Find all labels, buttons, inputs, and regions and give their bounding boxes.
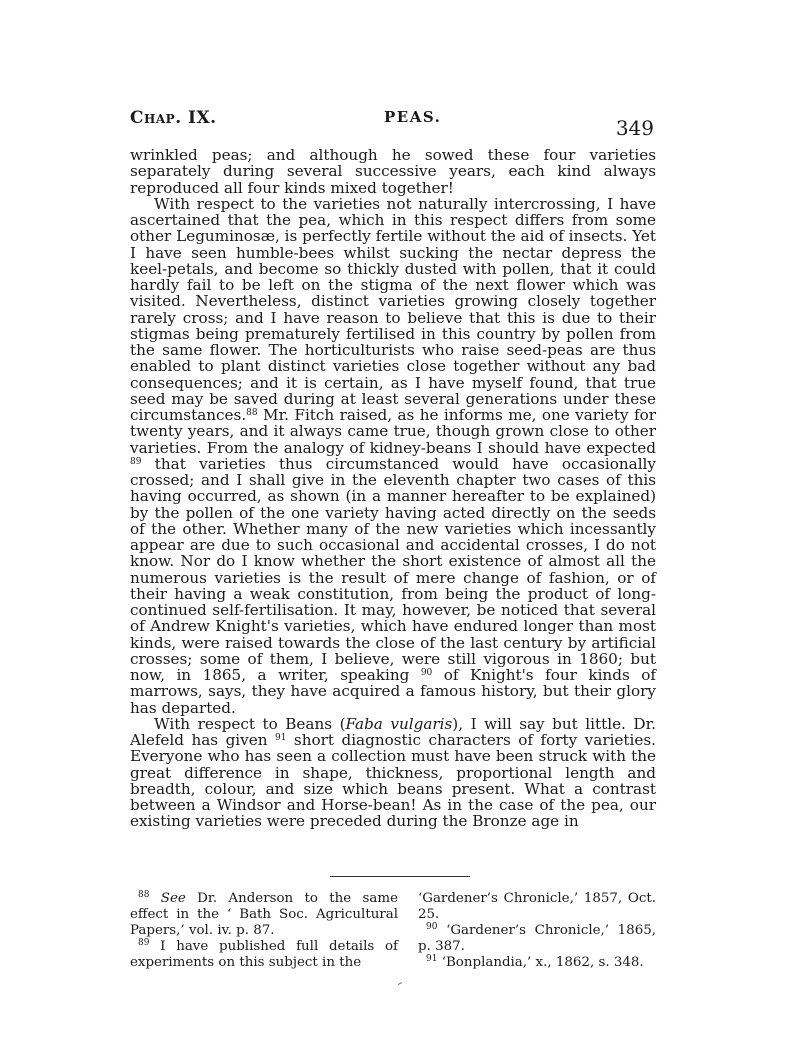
running-title: PEAS.	[384, 108, 442, 126]
page-number: 349	[615, 116, 654, 140]
footnote-91-number: 91	[426, 954, 438, 964]
footnotes-left-column	[130, 891, 398, 971]
main-text	[130, 147, 656, 830]
footnote-88	[130, 891, 398, 939]
footnote-90	[418, 923, 656, 955]
footnote-88-italic: See	[160, 891, 186, 906]
footnote-90-number: 90	[426, 922, 438, 932]
footnote-ref-90: 90	[420, 668, 433, 678]
footnote-ref-88: 88	[246, 408, 258, 418]
footnote-89	[130, 939, 398, 971]
footnote-89-continued: ‘Gardener’s Chronicle,’ 1857, Oct. 25.	[418, 891, 656, 922]
paragraph-3-text-b: ), I will say but little. Dr. Alefeld has given	[130, 714, 657, 749]
paragraph-2-text-d: of Knight's four kinds of marrows, says, they have acquired a famous history, but their glory has departed.	[130, 666, 656, 717]
footnote-89-number: 89	[138, 938, 150, 948]
footnote-ref-91: 91	[274, 733, 287, 743]
footnote-ref-89: 89	[130, 456, 142, 467]
print-speck	[398, 982, 402, 985]
footnote-88-number: 88	[138, 890, 150, 900]
paragraph-2-text-c: that varieties thus circumstanced would have occasionally crossed; and I shall give in the eleventh chapter two cases of this having occurred, as shown (in a manner hereafter to be explained) by the pollen of the one variety having acted directly on the seeds of the other. Whether many of the new varieties which incessantly appear are due to such occasional and accidental crosses, I do not know. Nor do I know whether the short existence of almost all the numerous varieties is the result of mere change of fashion, or of their having a weak constitution, from being the product of long-continued self-fertilisation. It may, however, be noticed that several of Andrew Knight's varieties, which have endured longer than most kinds, were raised towards the close of the last century by artificial crosses; some of them, I believe, were still vigorous in 1860; but now, in 1865, a writer, speaking	[130, 454, 656, 684]
footnote-88-text: Dr. Anderson to the same effect in the ‘ Bath Soc. Agricultural Papers,’ vol. iv. p. 87.	[130, 891, 398, 938]
paragraph-3-text-c: short diagnostic characters of forty varieties. Everyone who has seen a collection must have been struck with the great difference in shape, thickness, proportional length and breadth, colour, and size which beans present. What a contrast between a Windsor and Horse-bean! As in the case of the pea, our existing varieties were preceded during the Bronze age in	[130, 731, 656, 831]
footnote-91-text: ‘Bonplandia,’ x., 1862, s. 348.	[437, 955, 644, 970]
footnote-divider	[330, 876, 470, 877]
paragraph-3-text-a: With respect to Beans (	[154, 714, 346, 733]
footnotes-right-column	[418, 891, 656, 971]
footnote-89-text: I have published full details of experiments on this subject in the	[130, 939, 398, 970]
paragraph-2-text-b: Mr. Fitch raised, as he informs me, one variety for twenty years, and it always came true, though grown close to other varieties. From the analogy of kidney-beans I should have expected	[130, 406, 656, 457]
paragraph-3	[130, 716, 656, 830]
chapter-label: Chap. IX.	[130, 108, 217, 128]
paragraph-2-text-a: With respect to the varieties not naturally intercrossing, I have ascertained that the pea, which in this respect differs from some other Leguminosæ, is perfectly fertile without the aid of insects. Yet I have seen humble-bees whilst sucking the nectar depress the keel-petals, and become so thickly dusted with pollen, that it could hardly fail to be left on the stigma of the next flower which was visited. Nevertheless, distinct varieties growing closely together rarely cross; and I have reason to believe that this is due to their stigmas being prematurely fertilised in this country by pollen from the same flower. The horticulturists who raise seed-peas are thus enabled to plant distinct varieties close together without any bad consequences; and it is certain, as I have myself found, that true seed may be saved during at least several generations under these circumstances.	[130, 194, 656, 424]
footnote-90-text: ‘Gardener’s Chronicle,’ 1865, p. 387.	[418, 923, 656, 954]
footnote-91	[418, 955, 656, 971]
paragraph-2	[130, 196, 656, 716]
paragraph-1	[130, 147, 656, 196]
paragraph-1-text: wrinkled peas; and although he sowed these four varieties separately during several successive years, each kind always reproduced all four kinds mixed together!	[130, 146, 656, 197]
paragraph-3-italic: Faba vulgaris	[345, 714, 453, 733]
running-header	[130, 108, 656, 138]
